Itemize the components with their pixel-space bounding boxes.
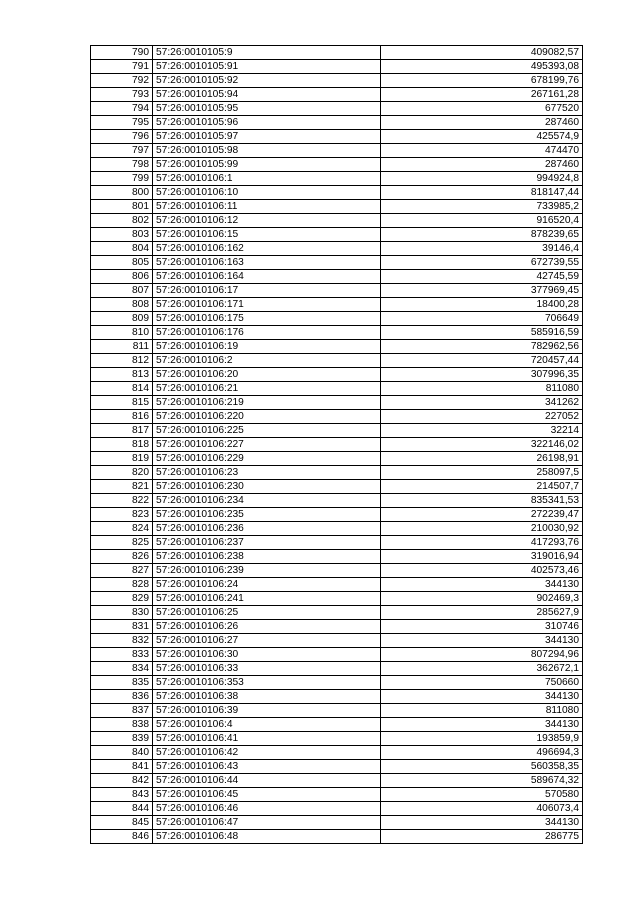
row-number-cell: 824 bbox=[91, 522, 153, 536]
row-number-cell: 842 bbox=[91, 774, 153, 788]
row-number-cell: 846 bbox=[91, 830, 153, 844]
cadastral-number-cell: 57:26:0010105:9 bbox=[153, 46, 381, 60]
cadastral-value-cell: 402573,46 bbox=[381, 564, 583, 578]
cadastral-number-cell: 57:26:0010106:38 bbox=[153, 690, 381, 704]
row-number-cell: 802 bbox=[91, 214, 153, 228]
row-number-cell: 839 bbox=[91, 732, 153, 746]
row-number-cell: 827 bbox=[91, 564, 153, 578]
cadastral-value-cell: 902469,3 bbox=[381, 592, 583, 606]
cadastral-number-cell: 57:26:0010106:33 bbox=[153, 662, 381, 676]
row-number-cell: 844 bbox=[91, 802, 153, 816]
table-row bbox=[91, 228, 583, 242]
table-row bbox=[91, 242, 583, 256]
row-number-cell: 840 bbox=[91, 746, 153, 760]
table-row bbox=[91, 620, 583, 634]
row-number-cell: 822 bbox=[91, 494, 153, 508]
cadastral-value-cell: 495393,08 bbox=[381, 60, 583, 74]
cadastral-value-cell: 589674,32 bbox=[381, 774, 583, 788]
table-row bbox=[91, 592, 583, 606]
table-row bbox=[91, 606, 583, 620]
row-number-cell: 831 bbox=[91, 620, 153, 634]
cadastral-value-cell: 560358,35 bbox=[381, 760, 583, 774]
cadastral-number-cell: 57:26:0010105:96 bbox=[153, 116, 381, 130]
table-row bbox=[91, 256, 583, 270]
cadastral-value-cell: 39146,4 bbox=[381, 242, 583, 256]
table-row bbox=[91, 662, 583, 676]
cadastral-value-cell: 750660 bbox=[381, 676, 583, 690]
table-row bbox=[91, 494, 583, 508]
cadastral-number-cell: 57:26:0010106:20 bbox=[153, 368, 381, 382]
cadastral-number-cell: 57:26:0010106:24 bbox=[153, 578, 381, 592]
row-number-cell: 814 bbox=[91, 382, 153, 396]
row-number-cell: 834 bbox=[91, 662, 153, 676]
row-number-cell: 826 bbox=[91, 550, 153, 564]
cadastral-number-cell: 57:26:0010106:4 bbox=[153, 718, 381, 732]
cadastral-number-cell: 57:26:0010106:230 bbox=[153, 480, 381, 494]
cadastral-value-cell: 344130 bbox=[381, 634, 583, 648]
cadastral-number-cell: 57:26:0010106:27 bbox=[153, 634, 381, 648]
row-number-cell: 810 bbox=[91, 326, 153, 340]
table-row bbox=[91, 676, 583, 690]
cadastral-value-cell: 807294,96 bbox=[381, 648, 583, 662]
cadastral-number-cell: 57:26:0010105:98 bbox=[153, 144, 381, 158]
table-row bbox=[91, 746, 583, 760]
row-number-cell: 821 bbox=[91, 480, 153, 494]
table-row bbox=[91, 340, 583, 354]
row-number-cell: 797 bbox=[91, 144, 153, 158]
row-number-cell: 837 bbox=[91, 704, 153, 718]
cadastral-number-cell: 57:26:0010106:162 bbox=[153, 242, 381, 256]
table-row bbox=[91, 760, 583, 774]
cadastral-value-cell: 285627,9 bbox=[381, 606, 583, 620]
cadastral-value-cell: 272239,47 bbox=[381, 508, 583, 522]
cadastral-number-cell: 57:26:0010106:227 bbox=[153, 438, 381, 452]
cadastral-value-cell: 287460 bbox=[381, 116, 583, 130]
table-row bbox=[91, 690, 583, 704]
cadastral-number-cell: 57:26:0010106:23 bbox=[153, 466, 381, 480]
cadastral-number-cell: 57:26:0010106:46 bbox=[153, 802, 381, 816]
cadastral-value-cell: 32214 bbox=[381, 424, 583, 438]
cadastral-value-cell: 818147,44 bbox=[381, 186, 583, 200]
row-number-cell: 835 bbox=[91, 676, 153, 690]
cadastral-value-cell: 214507,7 bbox=[381, 480, 583, 494]
cadastral-number-cell: 57:26:0010105:94 bbox=[153, 88, 381, 102]
cadastral-value-cell: 585916,59 bbox=[381, 326, 583, 340]
cadastral-value-cell: 878239,65 bbox=[381, 228, 583, 242]
row-number-cell: 800 bbox=[91, 186, 153, 200]
table-row bbox=[91, 816, 583, 830]
table-row bbox=[91, 116, 583, 130]
table-row bbox=[91, 438, 583, 452]
cadastral-value-cell: 287460 bbox=[381, 158, 583, 172]
cadastral-value-cell: 733985,2 bbox=[381, 200, 583, 214]
table-row bbox=[91, 410, 583, 424]
table-row bbox=[91, 774, 583, 788]
table-row bbox=[91, 396, 583, 410]
cadastral-value-cell: 377969,45 bbox=[381, 284, 583, 298]
row-number-cell: 845 bbox=[91, 816, 153, 830]
cadastral-number-cell: 57:26:0010106:26 bbox=[153, 620, 381, 634]
cadastral-number-cell: 57:26:0010105:95 bbox=[153, 102, 381, 116]
table-row bbox=[91, 578, 583, 592]
table-row bbox=[91, 466, 583, 480]
table-row bbox=[91, 270, 583, 284]
row-number-cell: 818 bbox=[91, 438, 153, 452]
row-number-cell: 817 bbox=[91, 424, 153, 438]
row-number-cell: 829 bbox=[91, 592, 153, 606]
table-row bbox=[91, 298, 583, 312]
cadastral-value-cell: 307996,35 bbox=[381, 368, 583, 382]
cadastral-number-cell: 57:26:0010106:44 bbox=[153, 774, 381, 788]
row-number-cell: 813 bbox=[91, 368, 153, 382]
cadastral-value-cell: 26198,91 bbox=[381, 452, 583, 466]
row-number-cell: 833 bbox=[91, 648, 153, 662]
cadastral-value-cell: 417293,76 bbox=[381, 536, 583, 550]
cadastral-number-cell: 57:26:0010106:237 bbox=[153, 536, 381, 550]
cadastral-value-cell: 720457,44 bbox=[381, 354, 583, 368]
cadastral-value-cell: 782962,56 bbox=[381, 340, 583, 354]
cadastral-value-cell: 267161,28 bbox=[381, 88, 583, 102]
cadastral-number-cell: 57:26:0010106:229 bbox=[153, 452, 381, 466]
row-number-cell: 812 bbox=[91, 354, 153, 368]
table-row bbox=[91, 172, 583, 186]
cadastral-value-cell: 570580 bbox=[381, 788, 583, 802]
cadastral-number-cell: 57:26:0010106:42 bbox=[153, 746, 381, 760]
cadastral-value-cell: 210030,92 bbox=[381, 522, 583, 536]
cadastral-value-cell: 344130 bbox=[381, 816, 583, 830]
cadastral-number-cell: 57:26:0010106:19 bbox=[153, 340, 381, 354]
cadastral-value-cell: 344130 bbox=[381, 690, 583, 704]
cadastral-value-cell: 672739,55 bbox=[381, 256, 583, 270]
cadastral-number-cell: 57:26:0010105:91 bbox=[153, 60, 381, 74]
table-row bbox=[91, 354, 583, 368]
row-number-cell: 809 bbox=[91, 312, 153, 326]
row-number-cell: 790 bbox=[91, 46, 153, 60]
row-number-cell: 819 bbox=[91, 452, 153, 466]
cadastral-value-cell: 678199,76 bbox=[381, 74, 583, 88]
table-row bbox=[91, 74, 583, 88]
cadastral-number-cell: 57:26:0010106:30 bbox=[153, 648, 381, 662]
cadastral-number-cell: 57:26:0010106:171 bbox=[153, 298, 381, 312]
cadastral-value-cell: 193859,9 bbox=[381, 732, 583, 746]
table-row bbox=[91, 802, 583, 816]
cadastral-value-cell: 258097,5 bbox=[381, 466, 583, 480]
row-number-cell: 804 bbox=[91, 242, 153, 256]
cadastral-number-cell: 57:26:0010106:241 bbox=[153, 592, 381, 606]
row-number-cell: 808 bbox=[91, 298, 153, 312]
row-number-cell: 823 bbox=[91, 508, 153, 522]
cadastral-number-cell: 57:26:0010106:238 bbox=[153, 550, 381, 564]
cadastral-number-cell: 57:26:0010106:164 bbox=[153, 270, 381, 284]
row-number-cell: 793 bbox=[91, 88, 153, 102]
table-row bbox=[91, 312, 583, 326]
cadastral-number-cell: 57:26:0010106:225 bbox=[153, 424, 381, 438]
table-row bbox=[91, 452, 583, 466]
cadastral-number-cell: 57:26:0010106:235 bbox=[153, 508, 381, 522]
table-row bbox=[91, 522, 583, 536]
cadastral-value-cell: 341262 bbox=[381, 396, 583, 410]
cadastral-value-cell: 344130 bbox=[381, 718, 583, 732]
table-row bbox=[91, 186, 583, 200]
row-number-cell: 799 bbox=[91, 172, 153, 186]
cadastral-value-table bbox=[90, 45, 583, 844]
cadastral-number-cell: 57:26:0010106:45 bbox=[153, 788, 381, 802]
row-number-cell: 815 bbox=[91, 396, 153, 410]
cadastral-value-cell: 677520 bbox=[381, 102, 583, 116]
row-number-cell: 841 bbox=[91, 760, 153, 774]
cadastral-number-cell: 57:26:0010106:15 bbox=[153, 228, 381, 242]
row-number-cell: 794 bbox=[91, 102, 153, 116]
row-number-cell: 838 bbox=[91, 718, 153, 732]
cadastral-value-cell: 319016,94 bbox=[381, 550, 583, 564]
cadastral-number-cell: 57:26:0010106:21 bbox=[153, 382, 381, 396]
cadastral-value-cell: 310746 bbox=[381, 620, 583, 634]
cadastral-value-cell: 835341,53 bbox=[381, 494, 583, 508]
table-row bbox=[91, 102, 583, 116]
row-number-cell: 816 bbox=[91, 410, 153, 424]
row-number-cell: 807 bbox=[91, 284, 153, 298]
table-row bbox=[91, 718, 583, 732]
row-number-cell: 843 bbox=[91, 788, 153, 802]
table-row bbox=[91, 200, 583, 214]
table-row bbox=[91, 158, 583, 172]
table-body bbox=[91, 46, 583, 844]
table-row bbox=[91, 60, 583, 74]
table-row bbox=[91, 144, 583, 158]
row-number-cell: 832 bbox=[91, 634, 153, 648]
row-number-cell: 805 bbox=[91, 256, 153, 270]
table-row bbox=[91, 130, 583, 144]
cadastral-number-cell: 57:26:0010106:25 bbox=[153, 606, 381, 620]
cadastral-number-cell: 57:26:0010106:176 bbox=[153, 326, 381, 340]
cadastral-value-cell: 706649 bbox=[381, 312, 583, 326]
cadastral-number-cell: 57:26:0010105:97 bbox=[153, 130, 381, 144]
row-number-cell: 795 bbox=[91, 116, 153, 130]
cadastral-value-cell: 42745,59 bbox=[381, 270, 583, 284]
table-row bbox=[91, 424, 583, 438]
cadastral-number-cell: 57:26:0010106:12 bbox=[153, 214, 381, 228]
table-row bbox=[91, 284, 583, 298]
cadastral-number-cell: 57:26:0010106:163 bbox=[153, 256, 381, 270]
cadastral-number-cell: 57:26:0010105:99 bbox=[153, 158, 381, 172]
table-row bbox=[91, 88, 583, 102]
row-number-cell: 825 bbox=[91, 536, 153, 550]
table-row bbox=[91, 214, 583, 228]
cadastral-value-cell: 811080 bbox=[381, 704, 583, 718]
cadastral-number-cell: 57:26:0010106:47 bbox=[153, 816, 381, 830]
table-row bbox=[91, 326, 583, 340]
cadastral-number-cell: 57:26:0010106:43 bbox=[153, 760, 381, 774]
table-row bbox=[91, 480, 583, 494]
cadastral-value-cell: 227052 bbox=[381, 410, 583, 424]
cadastral-value-cell: 409082,57 bbox=[381, 46, 583, 60]
cadastral-number-cell: 57:26:0010106:1 bbox=[153, 172, 381, 186]
cadastral-value-cell: 811080 bbox=[381, 382, 583, 396]
cadastral-number-cell: 57:26:0010106:234 bbox=[153, 494, 381, 508]
cadastral-number-cell: 57:26:0010106:17 bbox=[153, 284, 381, 298]
row-number-cell: 791 bbox=[91, 60, 153, 74]
cadastral-number-cell: 57:26:0010105:92 bbox=[153, 74, 381, 88]
cadastral-value-cell: 344130 bbox=[381, 578, 583, 592]
cadastral-number-cell: 57:26:0010106:220 bbox=[153, 410, 381, 424]
cadastral-value-cell: 406073,4 bbox=[381, 802, 583, 816]
cadastral-value-cell: 474470 bbox=[381, 144, 583, 158]
cadastral-value-cell: 18400,28 bbox=[381, 298, 583, 312]
cadastral-number-cell: 57:26:0010106:48 bbox=[153, 830, 381, 844]
cadastral-value-cell: 916520,4 bbox=[381, 214, 583, 228]
cadastral-value-cell: 322146,02 bbox=[381, 438, 583, 452]
table-row bbox=[91, 830, 583, 844]
row-number-cell: 796 bbox=[91, 130, 153, 144]
row-number-cell: 828 bbox=[91, 578, 153, 592]
cadastral-value-cell: 286775 bbox=[381, 830, 583, 844]
row-number-cell: 830 bbox=[91, 606, 153, 620]
cadastral-number-cell: 57:26:0010106:41 bbox=[153, 732, 381, 746]
table-row bbox=[91, 732, 583, 746]
cadastral-number-cell: 57:26:0010106:175 bbox=[153, 312, 381, 326]
cadastral-value-cell: 496694,3 bbox=[381, 746, 583, 760]
row-number-cell: 820 bbox=[91, 466, 153, 480]
table-row bbox=[91, 382, 583, 396]
cadastral-number-cell: 57:26:0010106:2 bbox=[153, 354, 381, 368]
cadastral-value-cell: 994924,8 bbox=[381, 172, 583, 186]
cadastral-value-cell: 425574,9 bbox=[381, 130, 583, 144]
row-number-cell: 801 bbox=[91, 200, 153, 214]
cadastral-number-cell: 57:26:0010106:10 bbox=[153, 186, 381, 200]
cadastral-number-cell: 57:26:0010106:11 bbox=[153, 200, 381, 214]
row-number-cell: 836 bbox=[91, 690, 153, 704]
table-row bbox=[91, 564, 583, 578]
table-row bbox=[91, 648, 583, 662]
table-row bbox=[91, 788, 583, 802]
table-row bbox=[91, 46, 583, 60]
cadastral-number-cell: 57:26:0010106:219 bbox=[153, 396, 381, 410]
table-row bbox=[91, 550, 583, 564]
table-row bbox=[91, 536, 583, 550]
cadastral-number-cell: 57:26:0010106:39 bbox=[153, 704, 381, 718]
table-row bbox=[91, 704, 583, 718]
row-number-cell: 811 bbox=[91, 340, 153, 354]
table-row bbox=[91, 368, 583, 382]
table-row bbox=[91, 634, 583, 648]
row-number-cell: 803 bbox=[91, 228, 153, 242]
row-number-cell: 798 bbox=[91, 158, 153, 172]
row-number-cell: 806 bbox=[91, 270, 153, 284]
cadastral-number-cell: 57:26:0010106:236 bbox=[153, 522, 381, 536]
cadastral-number-cell: 57:26:0010106:239 bbox=[153, 564, 381, 578]
row-number-cell: 792 bbox=[91, 74, 153, 88]
cadastral-value-cell: 362672,1 bbox=[381, 662, 583, 676]
table-row bbox=[91, 508, 583, 522]
cadastral-number-cell: 57:26:0010106:353 bbox=[153, 676, 381, 690]
